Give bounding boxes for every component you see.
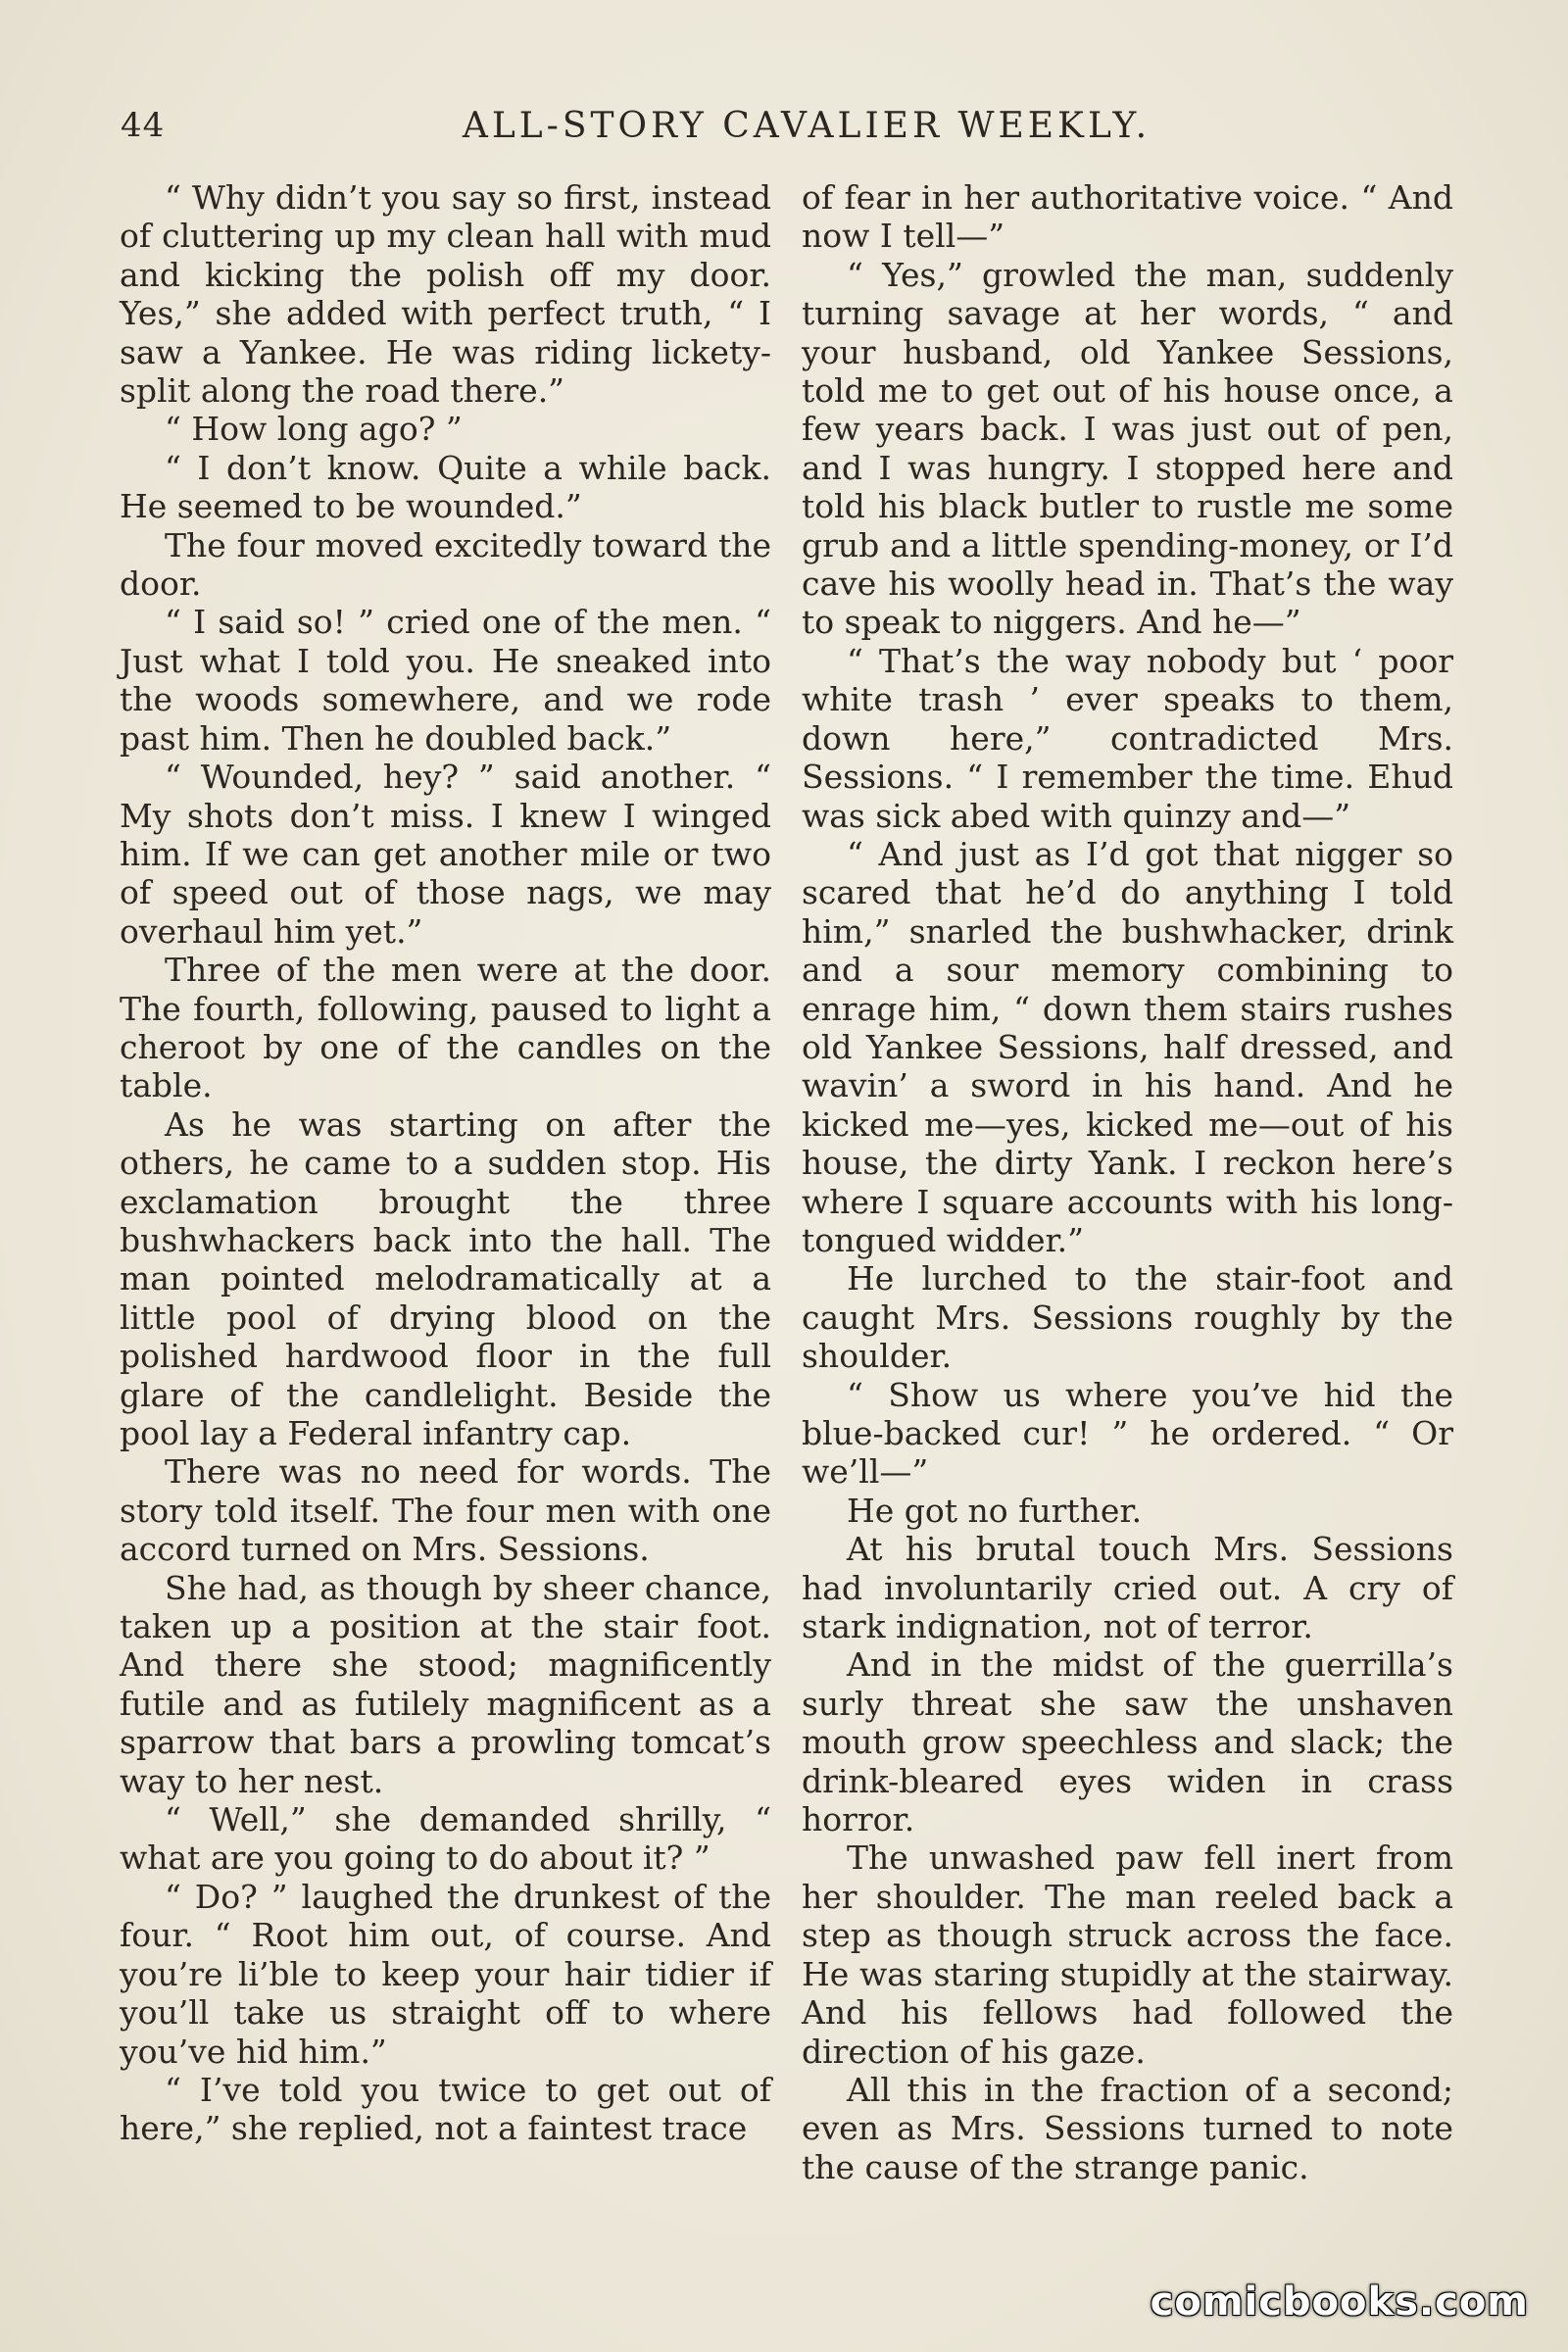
paragraph: At his brutal touch Mrs. Sessions had involuntarily cried out. A cry of stark indignation, not of terror. — [802, 1530, 1453, 1646]
paragraph: As he was starting on after the others, he came to a sudden stop. His exclamation brought the three bushwhackers back into the hall. The man pointed melodramatically at a little pool of drying blood on the polished hardwood floor in the full glare of the candlelight. Beside the pool lay a Federal infantry cap. — [120, 1104, 771, 1452]
left-column — [120, 178, 771, 2148]
paragraph: “ I said so! ” cried one of the men. “ Just what I told you. He sneaked into the woods somewhere, and we rode past him. Then he doubled back.” — [120, 603, 771, 758]
paragraph: “ I’ve told you twice to get out of here,” she replied, not a faintest trace — [120, 2070, 771, 2148]
page-number: 44 — [121, 106, 166, 145]
paragraph: The unwashed paw fell inert from her shoulder. The man reeled back a step as though struck across the face. He was staring stupidly at the stairway. And his fellows had followed the direction of his gaze. — [802, 1838, 1453, 2071]
paragraph: He got no further. — [847, 1491, 1143, 1530]
paragraph: “ And just as I’d got that nigger so scared that he’d do anything I told him,” snarled the bushwhacker, drink and a sour memory combining to enrage him, “ down them stairs rushes old Yankee Sessions, half dressed, and wavin’ a sword in his hand. And he kicked me—yes, kicked me—out of his house, the dirty Yank. I reckon here’s where I square accounts with his long-tongued widder.” — [802, 834, 1453, 1259]
paragraph: She had, as though by sheer chance, taken up a position at the stair foot. And there she stood; magnificently futile and as futilely magnificent as a sparrow that bars a prowling tomcat’s way to her nest. — [120, 1568, 771, 1800]
paragraph: “ Yes,” growled the man, suddenly turning savage at her words, “ and your husband, old Yankee Sessions, told me to get out of his house once, a few years back. I was just out of pen, and I was hungry. I stopped here and told his black butler to rustle me some grub and a little spending-money, or I’d cave his woolly head in. That’s the way to speak to niggers. And he—” — [802, 255, 1453, 642]
watermark: comicbooks.com — [1150, 2279, 1529, 2325]
paragraph-continued: of fear in her authoritative voice. “ And now I tell—” — [802, 178, 1453, 256]
paragraph: “ Well,” she demanded shrilly, “ what are you going to do about it? ” — [120, 1800, 771, 1878]
paragraph: There was no need for words. The story told itself. The four men with one accord turned on Mrs. Sessions. — [120, 1452, 771, 1569]
paragraph: He lurched to the stair-foot and caught Mrs. Sessions roughly by the shoulder. — [802, 1259, 1453, 1376]
paragraph: “ Wounded, hey? ” said another. “ My shots don’t miss. I knew I winged him. If we can get another mile or two of speed out of those nags, we may overhaul him yet.” — [120, 758, 771, 951]
right-column — [802, 178, 1453, 2186]
paragraph: “ How long ago? ” — [165, 410, 463, 449]
paragraph: “ Show us where you’ve hid the blue-backed cur! ” he ordered. “ Or we’ll—” — [802, 1375, 1453, 1492]
paragraph: And in the midst of the guerrilla’s surly threat she saw the unshaven mouth grow speechless and slack; the drink-bleared eyes widen in crass horror. — [802, 1645, 1453, 1839]
paragraph: “ Why didn’t you say so first, instead of cluttering up my clean hall with mud and kicking the polish off my door. Yes,” she added with perfect truth, “ I saw a Yankee. He was riding lickety-split along the road there.” — [120, 178, 771, 411]
paragraph: “ That’s the way nobody but ‘ poor white trash ’ ever speaks to them, down here,” contradicted Mrs. Sessions. “ I remember the time. Ehud was sick abed with quinzy and—” — [802, 641, 1453, 835]
paragraph: “ I don’t know. Quite a while back. He seemed to be wounded.” — [120, 448, 771, 526]
running-title: ALL-STORY CAVALIER WEEKLY. — [462, 106, 1152, 146]
paragraph: All this in the fraction of a second; even as Mrs. Sessions turned to note the cause of the strange panic. — [802, 2070, 1453, 2186]
paragraph: Three of the men were at the door. The fourth, following, paused to light a cheroot by one of the candles on the table. — [120, 951, 771, 1105]
paragraph: “ Do? ” laughed the drunkest of the four. “ Root him out, of course. And you’re li’ble to keep your hair tidier if you’ll take us straight off to where you’ve hid him.” — [120, 1877, 771, 2071]
page-header — [121, 98, 1453, 157]
paragraph: The four moved excitedly toward the door. — [120, 525, 771, 604]
